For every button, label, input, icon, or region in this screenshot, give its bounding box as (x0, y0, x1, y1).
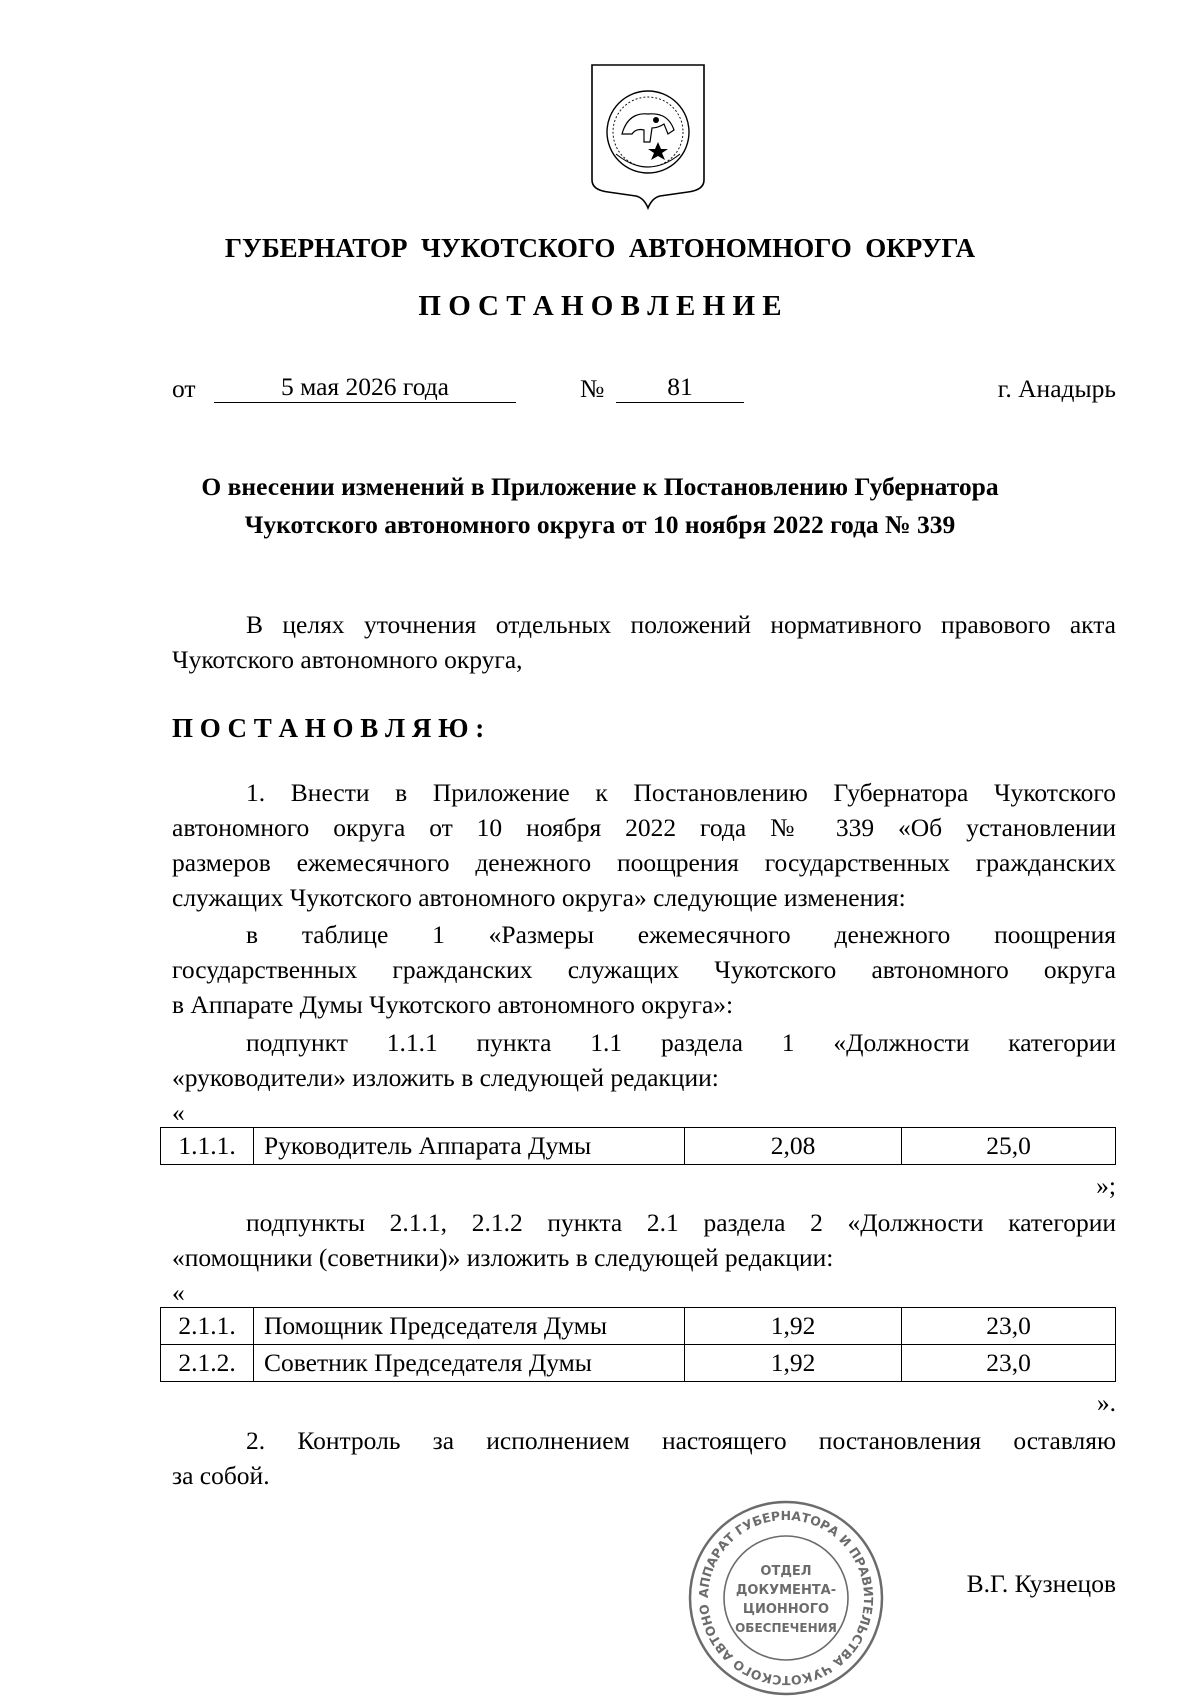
row-coefficient: 1,92 (685, 1345, 902, 1382)
signatory-name: В.Г. Кузнецов (966, 1569, 1116, 1598)
title-line-1: О внесении изменений в Приложение к Постановлению Губернатора (201, 472, 999, 501)
item1-line-4: служащих Чукотского автономного округа» следующие изменения: (172, 883, 906, 912)
row-percent: 23,0 (902, 1345, 1116, 1382)
table-row (161, 1128, 1116, 1165)
row-number: 2.1.1. (161, 1308, 254, 1345)
row-percent: 25,0 (902, 1128, 1116, 1165)
date-prefix: от (172, 374, 196, 403)
item1-pp1-line-1: подпункт 1.1.1 пункта 1.1 раздела 1 «Должности категории (246, 1028, 1116, 1057)
date-field: 5 мая 2026 года (214, 372, 516, 403)
close-quote-2: ». (1096, 1388, 1116, 1417)
item1-sub-line-1: в таблице 1 «Размеры ежемесячного денежного поощрения (246, 920, 1116, 949)
row-number: 2.1.2. (161, 1345, 254, 1382)
table-row (161, 1308, 1116, 1345)
item1-line-1: 1. Внести в Приложение к Постановлению Губернатора Чукотского (246, 778, 1116, 807)
preamble-line-2: Чукотского автономного округа, (172, 645, 523, 674)
item2-line-1: 2. Контроль за исполнением настоящего постановления оставляю (246, 1426, 1116, 1455)
table-row (161, 1345, 1116, 1382)
city: г. Анадырь (997, 374, 1116, 403)
row-number: 1.1.1. (161, 1128, 254, 1165)
item1-pp2-line-1: подпункты 2.1.1, 2.1.2 пункта 2.1 раздела 2 «Должности категории (246, 1208, 1116, 1237)
item2-line-2: за собой. (172, 1461, 270, 1490)
row-coefficient: 2,08 (685, 1128, 902, 1165)
item1-sub-line-2: государственных гражданских служащих Чукотского автономного округа (172, 955, 1116, 984)
stamp-seal-icon (686, 1498, 886, 1698)
item1-line-3: размеров ежемесячного денежного поощрения государственных гражданских (172, 848, 1116, 877)
preamble-line-1: В целях уточнения отдельных положений нормативного правового акта (246, 610, 1116, 639)
open-quote-2: « (172, 1278, 185, 1307)
row-percent: 23,0 (902, 1308, 1116, 1345)
close-quote-1: »; (1096, 1171, 1116, 1200)
row-position: Советник Председателя Думы (254, 1345, 685, 1382)
row-position: Помощник Председателя Думы (254, 1308, 685, 1345)
authority-heading: ГУБЕРНАТОР ЧУКОТСКОГО АВТОНОМНОГО ОКРУГА (224, 233, 976, 263)
official-stamp (686, 1498, 886, 1698)
row-coefficient: 1,92 (685, 1308, 902, 1345)
row-position: Руководитель Аппарата Думы (254, 1128, 685, 1165)
stamp-line-4: ОБЕСПЕЧЕНИЯ (735, 1621, 837, 1635)
stamp-line-3: ЦИОННОГО (742, 1602, 830, 1617)
table-2 (160, 1307, 1116, 1382)
number-field: 81 (616, 372, 744, 403)
stamp-line-2: ДОКУМЕНТА- (735, 1583, 837, 1598)
stamp-ring-text: АППАРАТ ГУБЕРНАТОРА И ПРАВИТЕЛЬСТВА ЧУКОТСКОГО АВТОНО (695, 1507, 877, 1689)
title-line-2: Чукотского автономного округа от 10 ноября 2022 года № 339 (244, 510, 956, 539)
table-1 (160, 1127, 1116, 1165)
item1-sub-line-3: в Аппарате Думы Чукотского автономного округа»: (172, 990, 734, 1019)
document-type: П О С Т А Н О В Л Е Н И Е (418, 290, 782, 322)
item1-line-2: автономного округа от 10 ноября 2022 года № 339 «Об установлении (172, 813, 1116, 842)
stamp-line-1: ОТДЕЛ (760, 1564, 812, 1579)
item1-pp1-line-2: «руководители» изложить в следующей редакции: (172, 1063, 719, 1092)
coat-of-arms (588, 62, 708, 212)
number-prefix: № (580, 374, 605, 403)
item1-pp2-line-2: «помощники (советники)» изложить в следующей редакции: (172, 1243, 834, 1272)
coat-of-arms-icon (588, 62, 708, 212)
decree-word: П О С Т А Н О В Л Я Ю : (172, 713, 485, 743)
open-quote-1: « (172, 1098, 185, 1127)
